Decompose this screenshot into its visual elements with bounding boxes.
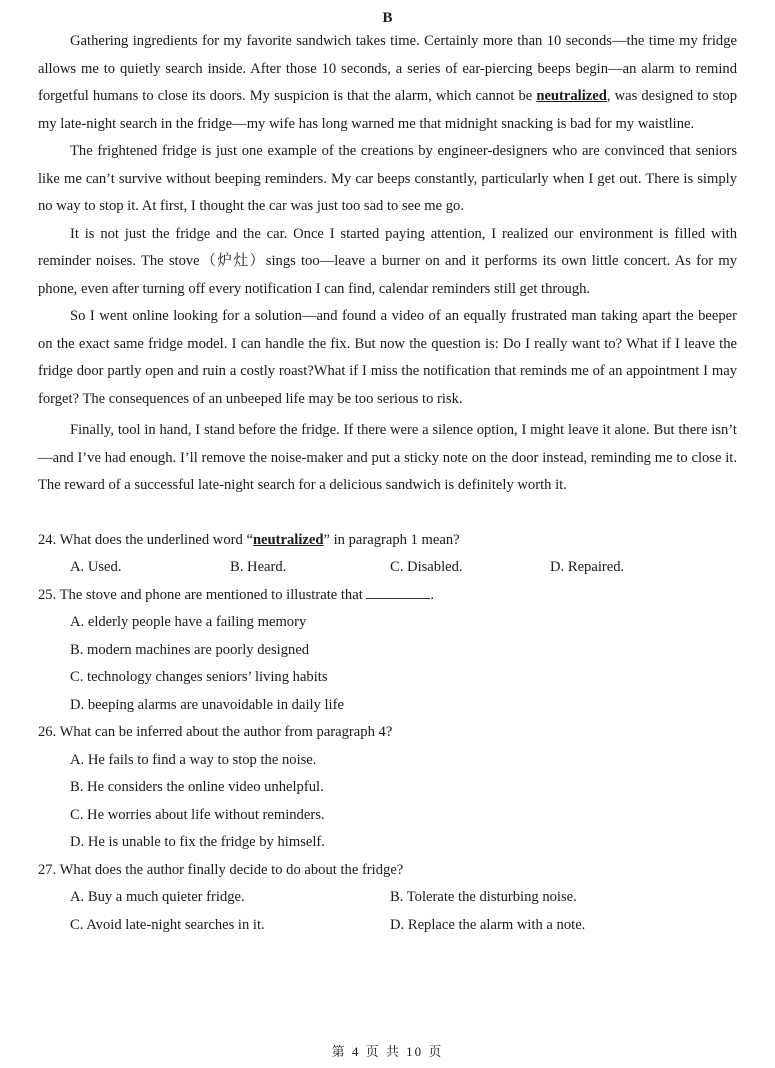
q24-stem-after: ” in paragraph 1 mean? [323,531,460,548]
paragraph-5: Finally, tool in hand, I stand before the fridge. If there were a silence option, I might leave it alone. But there isn’t—and I’ve had enough. I’ll remove the noise-maker and put a sticky note on the door instead, reminding me to close it. The reward of a successful late-night search for a delicious sandwich is definitely worth it. [38,422,737,493]
question-25 [38,582,737,610]
q24-option-c: C. Disabled. [390,559,463,575]
q27-option-d: D. Replace the alarm with a note. [390,916,586,933]
q24-option-b: B. Heard. [230,559,287,575]
underlined-word: neutralized [536,88,607,104]
q27-options [38,884,737,939]
q24-stem-before: 24. What does the underlined word “ [38,531,253,548]
section-title: B [382,10,393,26]
q24-option-a: A. Used. [70,559,122,575]
q27-option-c: C. Avoid late-night searches in it. [70,916,265,933]
q24-option-d: D. Repaired. [550,559,625,575]
paragraph-4: So I went online looking for a solution—and found a video of an equally frustrated man taking apart the beeper on the exact same fridge model. I can handle the fix. But now the question is: Do I really want to? What if I leave the fridge door partly open and ruin a costly roast?What if I miss the notification that reminds me of an appointment I may forget? The consequences of an unbeeped life may be too serious to risk. [38,308,737,407]
page-footer: 第 4 页 共 10 页 [331,1044,444,1059]
q27-option-a: A. Buy a much quieter fridge. [70,889,245,905]
q24-underlined-word: neutralized [252,531,324,548]
questions-section [38,527,737,940]
q27-option-b: B. Tolerate the disturbing noise. [390,889,577,905]
q25-options [38,609,737,719]
question-24 [38,527,737,555]
q24-options [38,554,737,582]
q25-answer-blank [366,584,430,599]
q26-option-b: B. He considers the online video unhelpful. [70,779,324,795]
q26-option-c: C. He worries about life without reminders. [70,806,325,823]
q25-option-b: B. modern machines are poorly designed [70,641,310,658]
p1-text-after: , was designed to stop my late-night search in the fridge—my wife has long warned me that midnight snacking is bad for my waistline. [38,88,737,132]
question-27: 27. What does the author finally decide to do about the fridge? [38,861,404,878]
q25-stem: 25. The stove and phone are mentioned to illustrate that [38,586,363,603]
q26-option-a: A. He fails to find a way to stop the noise. [70,751,317,768]
q25-option-a: A. elderly people have a failing memory [70,614,307,630]
p1-text-before: Gathering ingredients for my favorite sandwich takes time. Certainly more than 10 seconds—the time my fridge allows me to quietly search inside. After those 10 seconds, a series of ear-piercing beeps begin—an alarm to remind forgetful humans to close its doors. My suspicion is that the alarm, which cannot be [38,33,737,104]
question-26: 26. What can be inferred about the author from paragraph 4? [38,724,393,740]
q25-stem-end: . [430,586,435,603]
paragraph-2: The frightened fridge is just one example of the creations by engineer-designers who are convinced that seniors like me can’t survive without beeping reminders. My car beeps constantly, particularly when I get out. There is simply no way to stop it. At first, I thought the car was just too sad to see me go. [38,143,737,214]
q25-option-c: C. technology changes seniors’ living habits [70,669,328,685]
page [38,0,737,939]
paragraph-3: It is not just the fridge and the car. Once I started paying attention, I realized our environment is filled with reminder noises. The stove（炉灶）sings too—leave a burner on and it performs its own little concert. As for my phone, even after turning off every notification I can find, calendar reminders still get through. [38,225,737,297]
paragraph-1 [38,28,737,138]
q25-option-d: D. beeping alarms are unavoidable in daily life [70,696,344,713]
q26-option-d: D. He is unable to fix the fridge by himself. [70,834,325,850]
q26-options [38,747,737,857]
